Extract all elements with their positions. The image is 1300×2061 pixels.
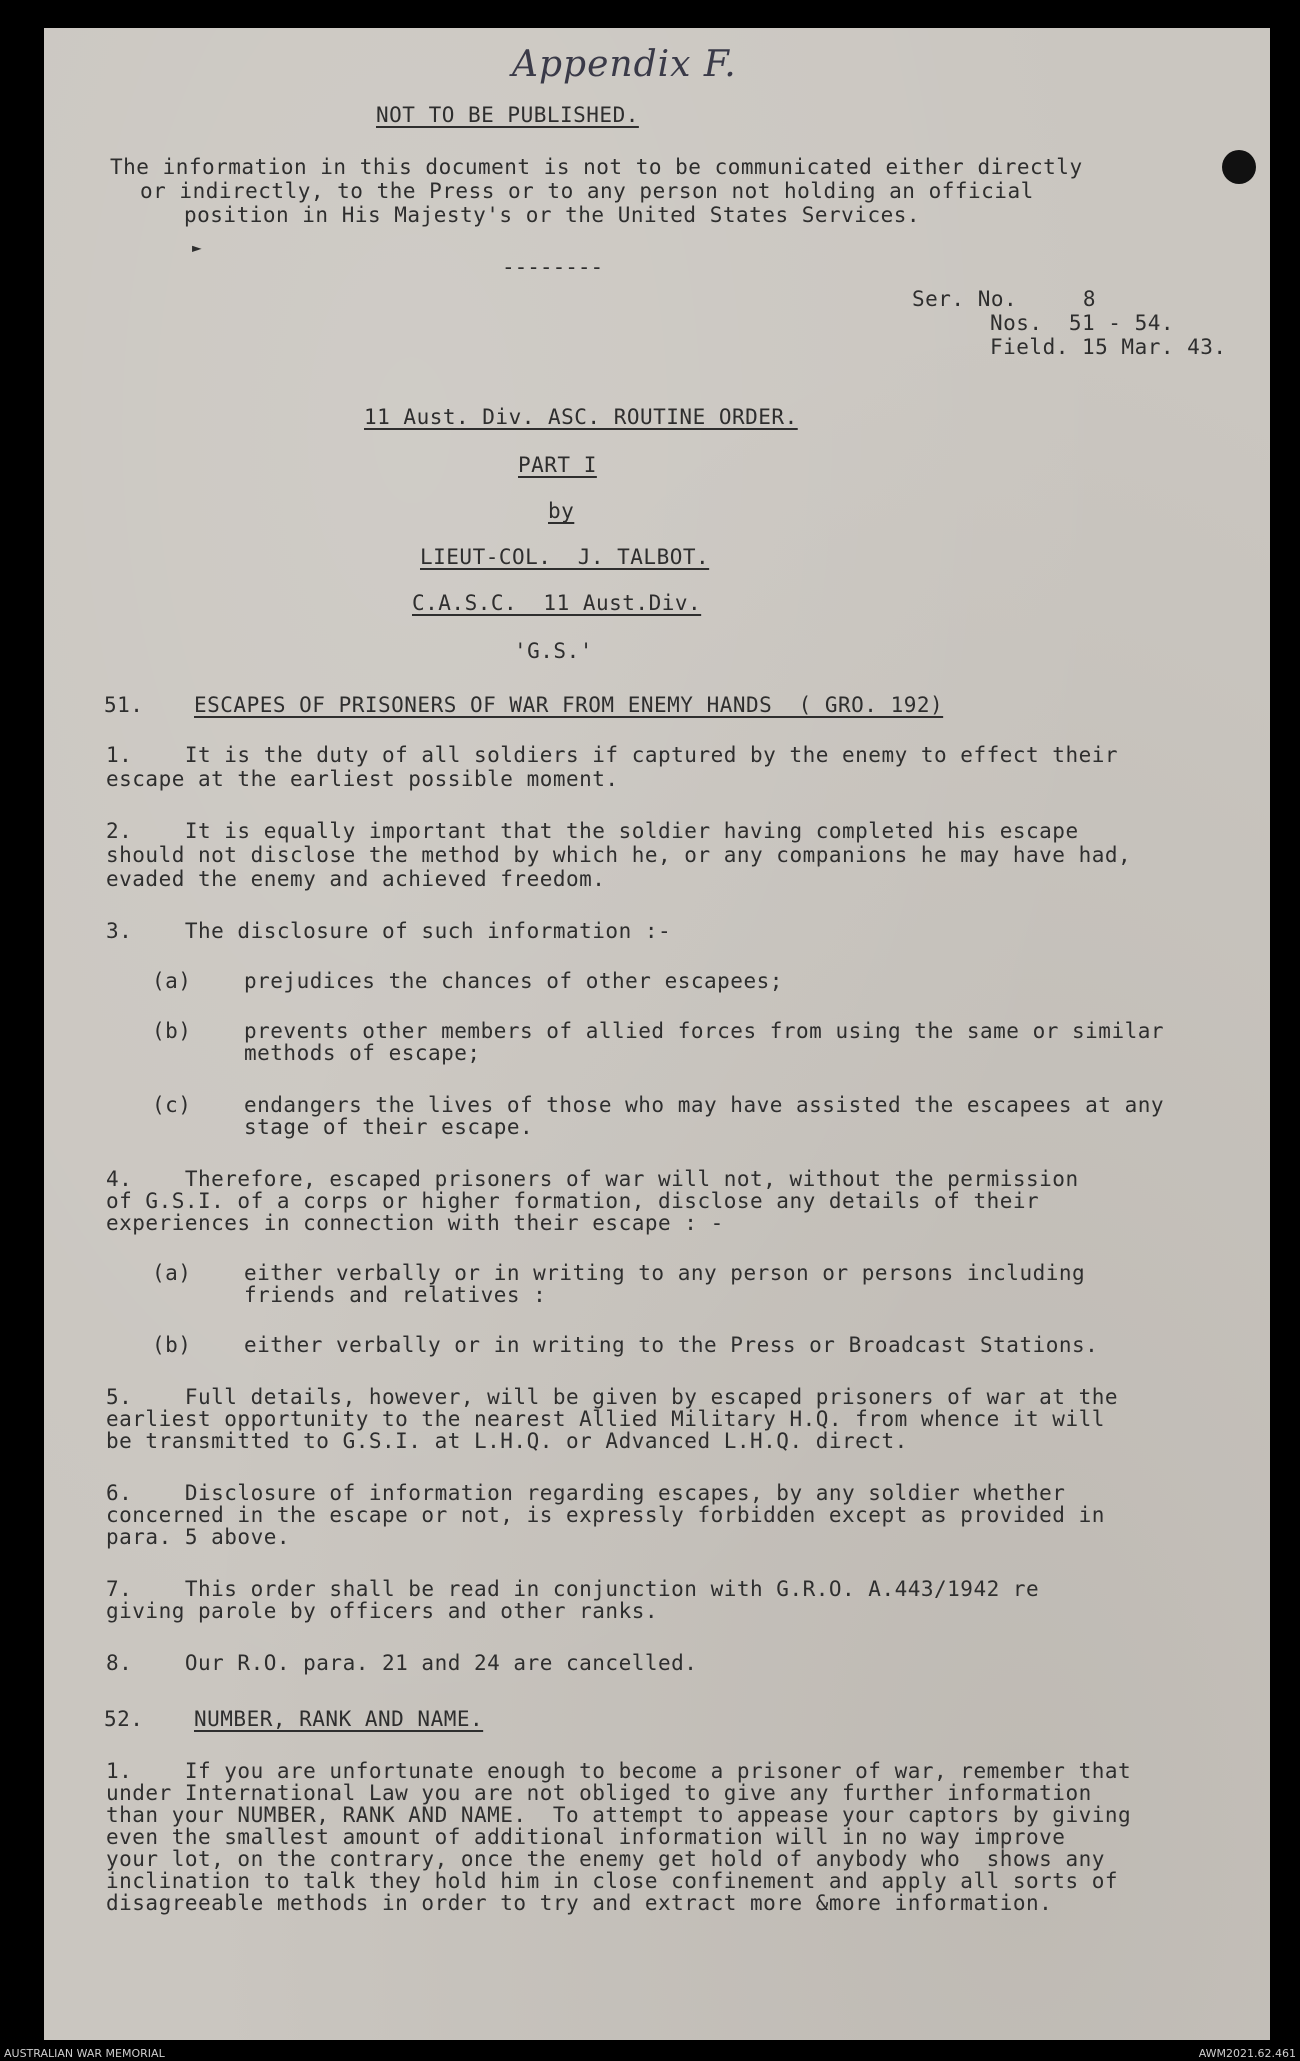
- notice-line-3: position in His Majesty's or the United States Services.: [184, 203, 921, 227]
- item51-p3: 3. The disclosure of such information :-: [106, 919, 672, 943]
- item51-p7-line1: 7. This order shall be read in conjunction with G.R.O. A.443/1942 re: [106, 1577, 1040, 1601]
- item51-p6-line3: para. 5 above.: [106, 1525, 291, 1549]
- item51-p3b-line1: (b) prevents other members of allied forces from using the same or similar: [152, 1019, 1165, 1043]
- item51-heading: ESCAPES OF PRISONERS OF WAR FROM ENEMY HANDS ( GRO. 192): [194, 693, 944, 717]
- item51-p1-line2: escape at the earliest possible moment.: [106, 767, 619, 791]
- item51-p6-line1: 6. Disclosure of information regarding escapes, by any soldier whether: [106, 1481, 1066, 1505]
- item51-p4-line3: experiences in connection with their escape : -: [106, 1211, 724, 1235]
- handwritten-note: Appendix F.: [512, 44, 737, 85]
- item51-p4-line1: 4. Therefore, escaped prisoners of war will not, without the permission: [106, 1167, 1079, 1191]
- officer-name: LIEUT-COL. J. TALBOT.: [420, 545, 710, 569]
- document-title: NOT TO BE PUBLISHED.: [376, 103, 639, 127]
- item51-p2-line3: evaded the enemy and achieved freedom.: [106, 867, 606, 891]
- order-by: by: [548, 499, 575, 523]
- item51-p5-line3: be transmitted to G.S.I. at L.H.Q. or Advanced L.H.Q. direct.: [106, 1429, 908, 1453]
- order-title: 11 Aust. Div. ASC. ROUTINE ORDER.: [364, 405, 798, 429]
- notice-line-1: The information in this document is not to be communicated either directly: [110, 155, 1083, 179]
- document-page: [44, 28, 1270, 2040]
- item51-p5-line2: earliest opportunity to the nearest Allied Military H.Q. from whence it will: [106, 1407, 1105, 1431]
- item51-p4a-line2: friends and relatives :: [152, 1283, 547, 1307]
- item51-p3a: (a) prejudices the chances of other escapees;: [152, 969, 783, 993]
- notice-line-2: or indirectly, to the Press or to any person not holding an official: [140, 179, 1034, 203]
- item52-p1-line3: than your NUMBER, RANK AND NAME. To attempt to appease your captors by giving: [106, 1803, 1132, 1827]
- item51-p3c-line1: (c) endangers the lives of those who may have assisted the escapees at any: [152, 1093, 1165, 1117]
- nos: Nos. 51 - 54.: [990, 311, 1175, 335]
- punch-hole: [1222, 150, 1256, 184]
- item51-p2-line2: should not disclose the method by which he, or any companions he may have had,: [106, 843, 1132, 867]
- item52-p1-line6: inclination to talk they hold him in close confinement and apply all sorts of: [106, 1869, 1119, 1893]
- section-gs: 'G.S.': [514, 639, 593, 663]
- ser-no: Ser. No. 8: [912, 287, 1097, 311]
- item51-p8: 8. Our R.O. para. 21 and 24 are cancelled.: [106, 1651, 698, 1675]
- item51-p3b-line2: methods of escape;: [152, 1041, 481, 1065]
- item52-p1-line7: disagreeable methods in order to try and extract more &more information.: [106, 1891, 1053, 1915]
- footer-left: AUSTRALIAN WAR MEMORIAL: [4, 2047, 165, 2060]
- arrow-mark: ►: [192, 238, 202, 257]
- item52-p1-line1: 1. If you are unfortunate enough to become a prisoner of war, remember that: [106, 1759, 1132, 1783]
- item52-p1-line5: your lot, on the contrary, once the enemy get hold of anybody who shows any: [106, 1847, 1105, 1871]
- item52-heading: NUMBER, RANK AND NAME.: [194, 1707, 484, 1731]
- officer-role: C.A.S.C. 11 Aust.Div.: [412, 591, 702, 615]
- field-date: Field. 15 Mar. 43.: [990, 335, 1227, 359]
- item51-p4b: (b) either verbally or in writing to the Press or Broadcast Stations.: [152, 1333, 1099, 1357]
- order-part: PART I: [518, 453, 597, 477]
- item51-p5-line1: 5. Full details, however, will be given by escaped prisoners of war at the: [106, 1385, 1119, 1409]
- item51-p7-line2: giving parole by officers and other ranks.: [106, 1599, 659, 1623]
- item51-p6-line2: concerned in the escape or not, is expressly forbidden except as provided in: [106, 1503, 1105, 1527]
- item51-p2-line1: 2. It is equally important that the soldier having completed his escape: [106, 819, 1079, 843]
- item51-p4a-line1: (a) either verbally or in writing to any person or persons including: [152, 1261, 1086, 1285]
- item52-p1-line4: even the smallest amount of additional information will in no way improve: [106, 1825, 1066, 1849]
- footer-right: AWM2021.62.461: [1198, 2047, 1296, 2060]
- item51-number: 51.: [104, 693, 144, 717]
- item52-number: 52.: [104, 1707, 144, 1731]
- item51-p1-line1: 1. It is the duty of all soldiers if captured by the enemy to effect their: [106, 743, 1119, 767]
- separator: --------: [502, 255, 604, 279]
- item51-p4-line2: of G.S.I. of a corps or higher formation, disclose any details of their: [106, 1189, 1040, 1213]
- item52-p1-line2: under International Law you are not obliged to give any further information: [106, 1781, 1092, 1805]
- item51-p3c-line2: stage of their escape.: [152, 1115, 534, 1139]
